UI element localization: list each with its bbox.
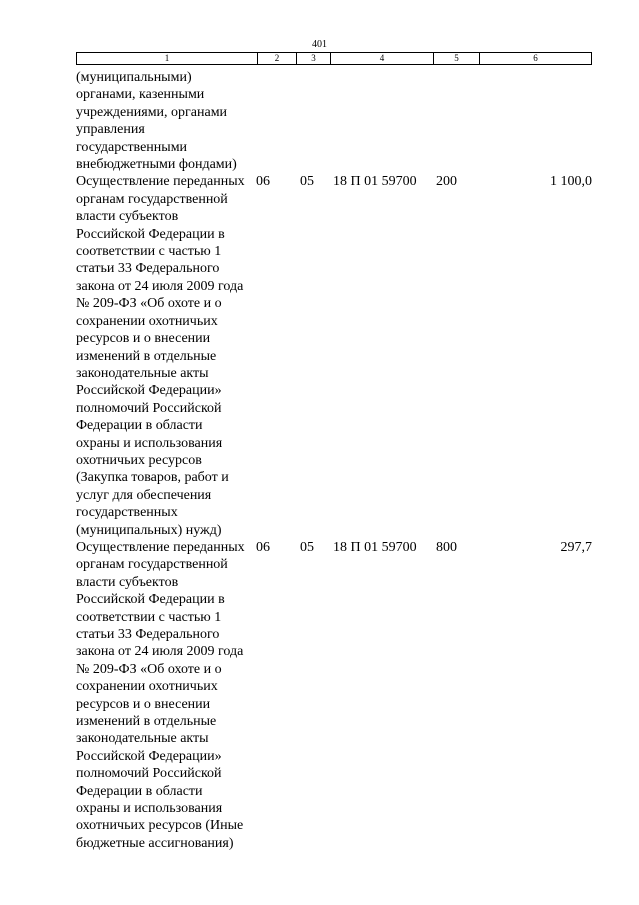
- section-code: 06: [256, 539, 270, 555]
- subsection-code: 05: [300, 539, 314, 555]
- description-line: полномочий Российской: [76, 400, 222, 416]
- subsection-code: 05: [300, 174, 314, 190]
- description-line: Федерации в области: [76, 783, 203, 799]
- description-line: закона от 24 июля 2009 года: [76, 644, 244, 660]
- description-line: изменений в отдельные: [76, 714, 217, 730]
- description-line: охотничьих ресурсов: [76, 452, 202, 468]
- row-description: [76, 539, 258, 852]
- section-code: 06: [256, 174, 270, 190]
- description-line: № 209-ФЗ «Об охоте и о: [76, 661, 222, 677]
- table-row: [76, 539, 592, 852]
- target-article-code: 18 П 01 59700: [333, 539, 417, 555]
- description-line: Осуществление переданных: [76, 539, 245, 555]
- description-line: Российской Федерации в: [76, 592, 225, 608]
- description-line: (муниципальными): [76, 70, 192, 85]
- description-line: ресурсов и о внесении: [76, 696, 211, 712]
- description-line: охраны и использования: [76, 801, 223, 817]
- description-line: сохранении охотничьих: [76, 679, 218, 695]
- column-header-3: 3: [297, 53, 331, 64]
- description-line: (муниципальных) нужд): [76, 522, 222, 538]
- description-line: статьи 33 Федерального: [76, 627, 220, 642]
- target-article-code: [330, 69, 433, 173]
- section-code: [256, 69, 296, 173]
- page-number: 401: [312, 39, 327, 50]
- description-line: изменений в отдельные: [76, 348, 217, 364]
- description-line: бюджетные ассигнования): [76, 835, 234, 851]
- description-line: Федерации в области: [76, 418, 203, 434]
- description-line: ресурсов и о внесении: [76, 331, 211, 347]
- amount-value: 1 100,0: [550, 174, 592, 190]
- description-line: органам государственной: [76, 191, 228, 207]
- description-line: учреждениями, органами: [76, 104, 228, 120]
- description-line: № 209-ФЗ «Об охоте и о: [76, 296, 222, 312]
- column-header-2: 2: [258, 53, 297, 64]
- description-line: государственными: [76, 139, 188, 155]
- column-header-1: 1: [77, 53, 258, 64]
- table-header: [76, 52, 592, 65]
- description-line: статьи 33 Федерального: [76, 261, 220, 277]
- description-line: (Закупка товаров, работ и: [76, 470, 229, 486]
- description-line: соответствии с частью 1: [76, 244, 222, 260]
- description-line: Российской Федерации в: [76, 226, 225, 242]
- description-line: закона от 24 июля 2009 года: [76, 278, 244, 294]
- target-article-code: 18 П 01 59700: [333, 174, 417, 190]
- description-line: власти субъектов: [76, 209, 179, 225]
- description-line: полномочий Российской: [76, 766, 222, 782]
- description-line: законодательные акты: [76, 365, 209, 381]
- description-line: охраны и использования: [76, 435, 223, 451]
- subsection-code: [296, 69, 330, 173]
- row-description: [76, 173, 258, 539]
- description-line: управления: [76, 122, 145, 138]
- description-line: власти субъектов: [76, 574, 179, 590]
- table-row: [76, 69, 592, 173]
- description-line: соответствии с частью 1: [76, 609, 222, 625]
- expense-type-code: 200: [436, 174, 457, 190]
- expense-type-code: 800: [436, 539, 457, 555]
- row-description: [76, 69, 258, 173]
- description-line: Осуществление переданных: [76, 174, 245, 190]
- description-line: услуг для обеспечения: [76, 487, 212, 503]
- description-line: внебюджетными фондами): [76, 157, 237, 173]
- table-row: [76, 173, 592, 539]
- description-line: органами, казенными: [76, 87, 205, 103]
- column-header-5: 5: [434, 53, 480, 64]
- description-line: Российской Федерации»: [76, 748, 222, 764]
- description-line: сохранении охотничьих: [76, 313, 218, 329]
- description-line: Российской Федерации»: [76, 383, 222, 399]
- description-line: охотничьих ресурсов (Иные: [76, 818, 244, 834]
- expense-type-code: [433, 69, 479, 173]
- amount-value: [479, 69, 592, 173]
- amount-value: 297,7: [560, 539, 592, 555]
- column-header-6: 6: [533, 53, 538, 63]
- table-body: [76, 69, 592, 852]
- description-line: органам государственной: [76, 557, 228, 573]
- description-line: законодательные акты: [76, 731, 209, 747]
- column-header-4: 4: [331, 53, 434, 64]
- description-line: государственных: [76, 505, 178, 521]
